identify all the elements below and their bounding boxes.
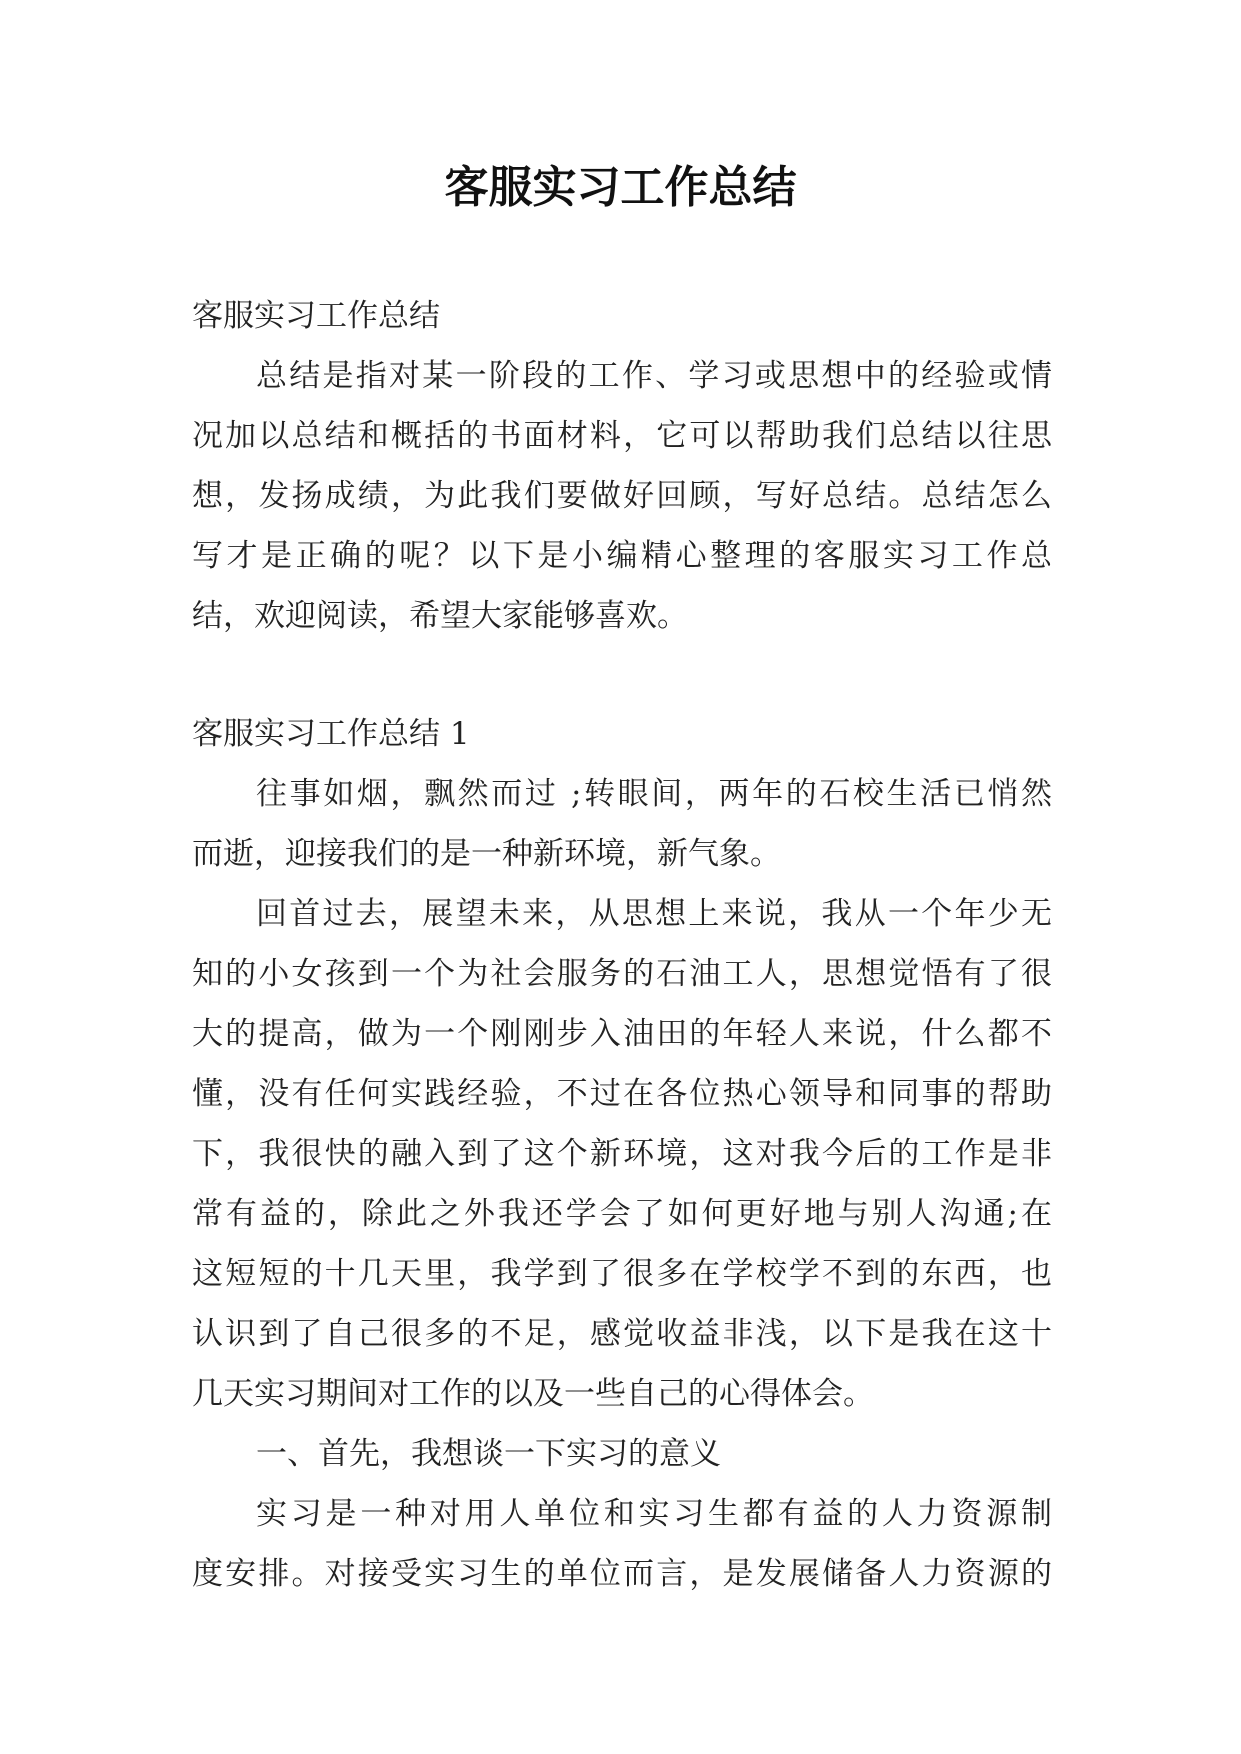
- paragraph-2: [192, 884, 1052, 1424]
- document-subtitle: 客服实习工作总结: [192, 298, 440, 334]
- document-title: 客服实习工作总结: [444, 162, 797, 213]
- intro-paragraph: [192, 346, 1052, 646]
- spacer: [192, 646, 1052, 704]
- paragraph-3: [192, 1484, 1052, 1604]
- text-line: 下，我很快的融入到了这个新环境，这对我今后的工作是非: [192, 1136, 1052, 1172]
- document-body: [192, 286, 1052, 1604]
- point-heading: 一、首先，我想谈一下实习的意义: [256, 1436, 721, 1472]
- text-line: 结，欢迎阅读，希望大家能够喜欢。: [192, 598, 688, 634]
- text-line: 懂，没有任何实践经验，不过在各位热心领导和同事的帮助: [192, 1076, 1052, 1112]
- text-line: 写才是正确的呢？以下是小编精心整理的客服实习工作总: [192, 538, 1052, 574]
- text-line: 度安排。对接受实习生的单位而言，是发展储备人力资源的: [192, 1556, 1052, 1592]
- text-line: 总结是指对某一阶段的工作、学习或思想中的经验或情: [256, 358, 1052, 394]
- text-line: 这短短的十几天里，我学到了很多在学校学不到的东西，也: [192, 1256, 1052, 1292]
- text-line: 回首过去，展望未来，从思想上来说，我从一个年少无: [256, 896, 1052, 932]
- text-line: 想，发扬成绩，为此我们要做好回顾，写好总结。总结怎么: [192, 478, 1052, 514]
- text-line: 认识到了自己很多的不足，感觉收益非浅，以下是我在这十: [192, 1316, 1052, 1352]
- text-line: 知的小女孩到一个为社会服务的石油工人，思想觉悟有了很: [192, 956, 1052, 992]
- text-line: 大的提高，做为一个刚刚步入油田的年轻人来说，什么都不: [192, 1016, 1052, 1052]
- text-line: 几天实习期间对工作的以及一些自己的心得体会。: [192, 1376, 874, 1412]
- text-line: 实习是一种对用人单位和实习生都有益的人力资源制: [256, 1496, 1052, 1532]
- text-line: 往事如烟，飘然而过 ;转眼间，两年的石校生活已悄然: [256, 776, 1052, 812]
- text-line: 而逝，迎接我们的是一种新环境，新气象。: [192, 836, 781, 872]
- section-heading: 客服实习工作总结 1: [192, 716, 470, 752]
- text-line: 况加以总结和概括的书面材料，它可以帮助我们总结以往思: [192, 418, 1052, 454]
- paragraph-1: [192, 764, 1052, 884]
- text-line: 常有益的，除此之外我还学会了如何更好地与别人沟通;在: [192, 1196, 1052, 1232]
